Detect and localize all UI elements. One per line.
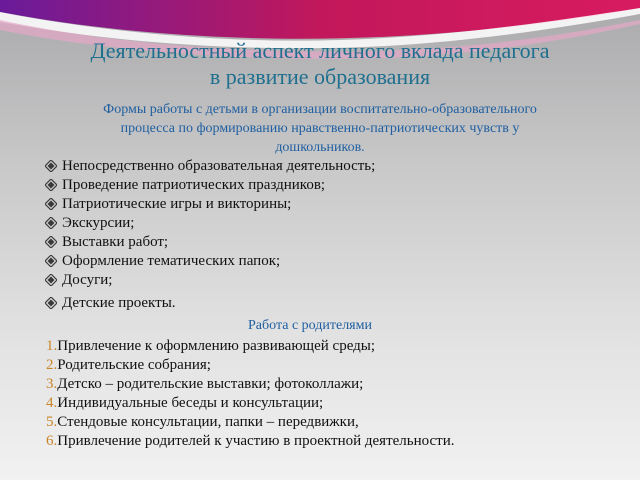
numbered-item bbox=[46, 375, 626, 394]
diamond-bullet-icon bbox=[45, 255, 57, 267]
parents-heading: Работа с родителями bbox=[248, 318, 372, 333]
list-item-text: Проведение патриотических праздников; bbox=[62, 177, 326, 193]
list-item bbox=[42, 252, 622, 271]
item-text: Детско – родительские выставки; фотоколлажи; bbox=[57, 376, 364, 392]
item-number: 1. bbox=[46, 338, 58, 354]
diamond-bullet-icon bbox=[45, 198, 57, 210]
item-number: 2. bbox=[46, 357, 58, 373]
parents-work-list bbox=[46, 337, 626, 451]
list-item bbox=[42, 271, 622, 290]
intro-heading bbox=[40, 100, 600, 157]
list-item-text: Выставки работ; bbox=[62, 234, 169, 250]
intro-line3: дошкольников. bbox=[275, 140, 365, 155]
diamond-bullet-icon bbox=[45, 179, 57, 191]
numbered-item bbox=[46, 356, 626, 375]
list-item-text: Досуги; bbox=[62, 272, 113, 288]
list-item-text: Патриотические игры и викторины; bbox=[62, 196, 292, 212]
item-number: 6. bbox=[46, 433, 58, 449]
diamond-bullet-icon bbox=[45, 297, 57, 309]
item-text: Индивидуальные беседы и консультации; bbox=[57, 395, 324, 411]
item-number: 4. bbox=[46, 395, 58, 411]
item-text: Стендовые консультации, папки – передвижки, bbox=[57, 414, 359, 430]
diamond-bullet-icon bbox=[45, 160, 57, 172]
list-item-text: Оформление тематических папок; bbox=[62, 253, 281, 269]
slide-title-line2: в развитие образования bbox=[209, 64, 431, 89]
list-item bbox=[42, 176, 622, 195]
intro-line1: Формы работы с детьми в организации воспитательно-образовательного bbox=[103, 102, 537, 117]
diamond-bullet-icon bbox=[45, 274, 57, 286]
numbered-item bbox=[46, 394, 626, 413]
item-number: 5. bbox=[46, 414, 58, 430]
numbered-item bbox=[46, 413, 626, 432]
item-number: 3. bbox=[46, 376, 58, 392]
diamond-bullet-icon bbox=[45, 217, 57, 229]
intro-line2: процесса по формированию нравственно-патриотических чувств у bbox=[120, 121, 520, 136]
list-item bbox=[42, 157, 622, 176]
list-item-text: Непосредственно образовательная деятельность; bbox=[62, 158, 376, 174]
list-item bbox=[42, 195, 622, 214]
list-item-text: Детские проекты. bbox=[62, 295, 176, 311]
item-text: Родительские собрания; bbox=[57, 357, 211, 373]
list-item bbox=[42, 233, 622, 252]
list-item bbox=[42, 294, 622, 313]
item-text: Привлечение к оформлению развивающей среды; bbox=[57, 338, 376, 354]
slide-title bbox=[20, 38, 620, 90]
diamond-bullet-icon bbox=[45, 236, 57, 248]
children-work-list bbox=[42, 157, 622, 313]
numbered-item bbox=[46, 432, 626, 451]
item-text: Привлечение родителей к участию в проектной деятельности. bbox=[57, 433, 455, 449]
list-item bbox=[42, 214, 622, 233]
numbered-item bbox=[46, 337, 626, 356]
list-item-text: Экскурсии; bbox=[62, 215, 135, 231]
slide-title-line1: Деятельностный аспект личного вклада педагога bbox=[90, 38, 550, 63]
